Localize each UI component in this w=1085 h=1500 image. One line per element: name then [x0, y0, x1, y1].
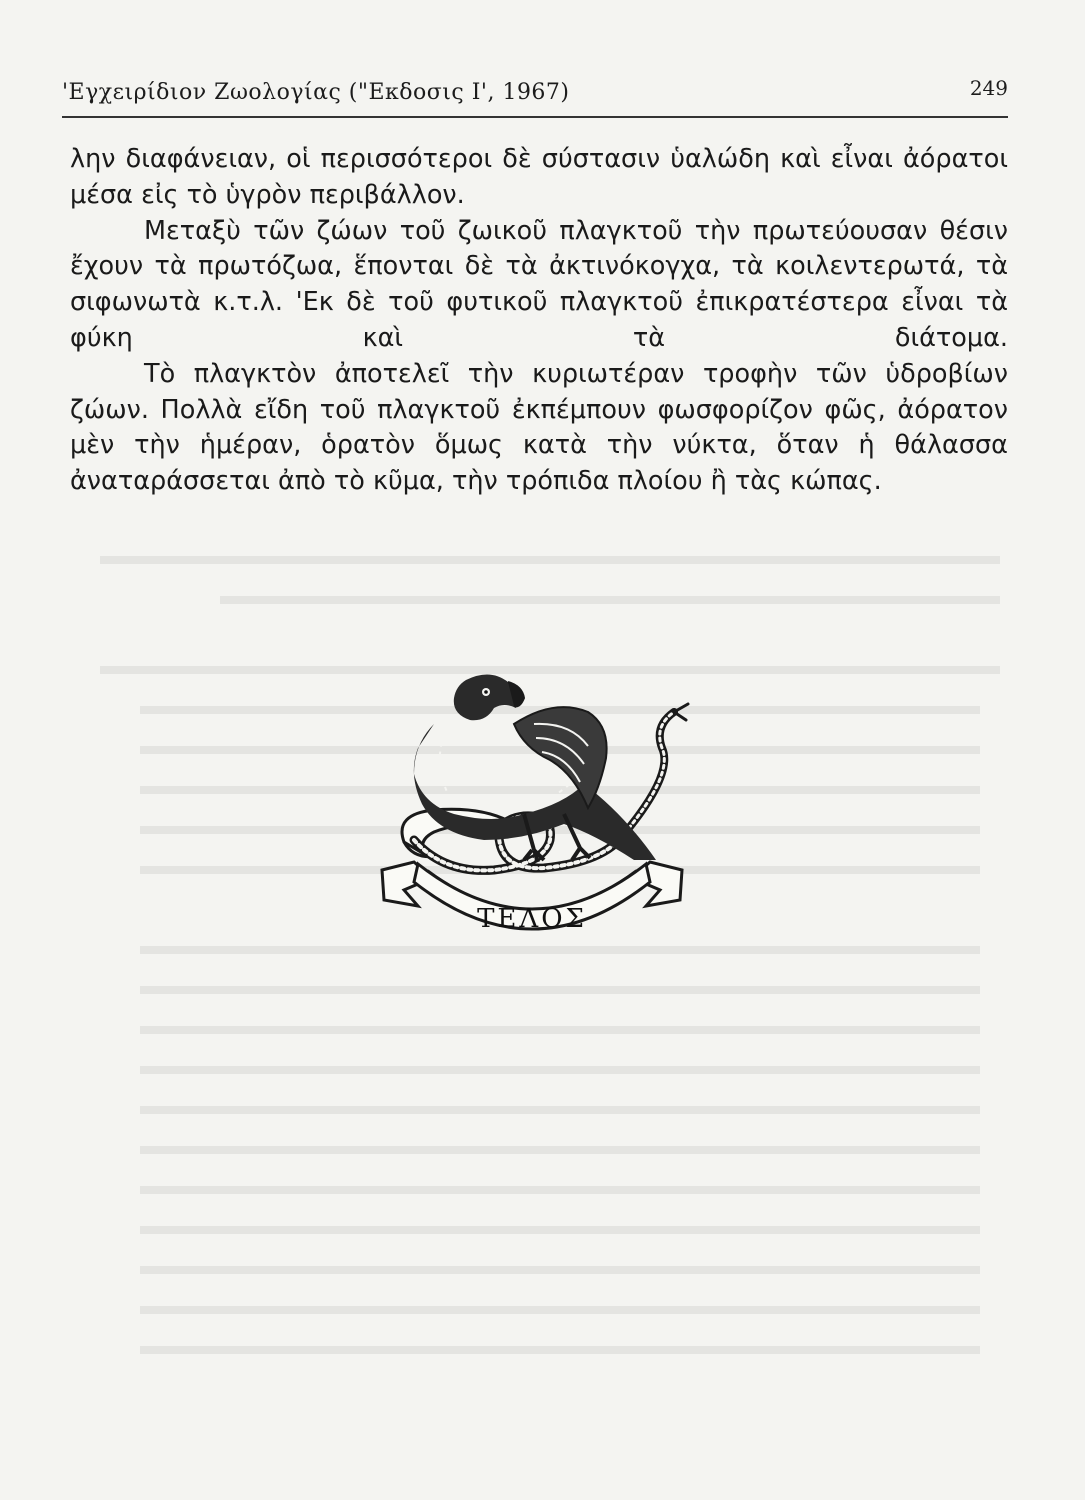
paragraph: λην διαφάνειαν, οἱ περισσότεροι δὲ σύστασιν ὑαλώδη καὶ εἶναι ἀόρατοι μέσα εἰς τὸ ὑγρὸν περιβάλλον.: [70, 144, 1008, 210]
header-rule: [62, 116, 1008, 118]
eagle-serpent-icon: [374, 664, 690, 952]
page-number: 249: [969, 76, 1008, 100]
show-through: [100, 520, 1040, 1390]
body-text: [70, 142, 1008, 500]
running-header-title: 'Εγχειρίδιον Ζωολογίας ("Εκδοσις Ι', 1967): [62, 80, 570, 105]
eagle: [414, 674, 656, 862]
paragraph: Τὸ πλαγκτὸν ἀποτελεῖ τὴν κυριωτέραν τροφὴν τῶν ὑδροβίων ζώων. Πολλὰ εἴδη τοῦ πλαγκτοῦ ἐκπέμπουν φωσφορίζον φῶς, ἀόρατον μὲν τὴν ἡμέραν, ὁρατὸν ὅμως κατὰ τὴν νύκτα, ὅταν ἡ θάλασσα ἀναταράσσεται ἀπὸ τὸ κῦμα, τὴν τρόπιδα πλοίου ἢ τὰς κώπας.: [70, 358, 1008, 497]
paragraph: Μεταξὺ τῶν ζώων τοῦ ζωικοῦ πλαγκτοῦ τὴν πρωτεύουσαν θέσιν ἔχουν τὰ πρωτόζωα, ἕπονται δὲ τὰ ἀκτινόκογχα, τὰ κοιλεντερωτά, τὰ σιφωνωτὰ κ.τ.λ. 'Εκ δὲ τοῦ φυτικοῦ πλαγκτοῦ ἐπικρατέστερα εἶναι τὰ φύκη καὶ τὰ διάτομα.: [70, 215, 1008, 353]
ribbon: [382, 862, 682, 934]
running-header: [62, 76, 1008, 110]
ribbon-text: ΤΕΛΟΣ: [477, 904, 587, 934]
